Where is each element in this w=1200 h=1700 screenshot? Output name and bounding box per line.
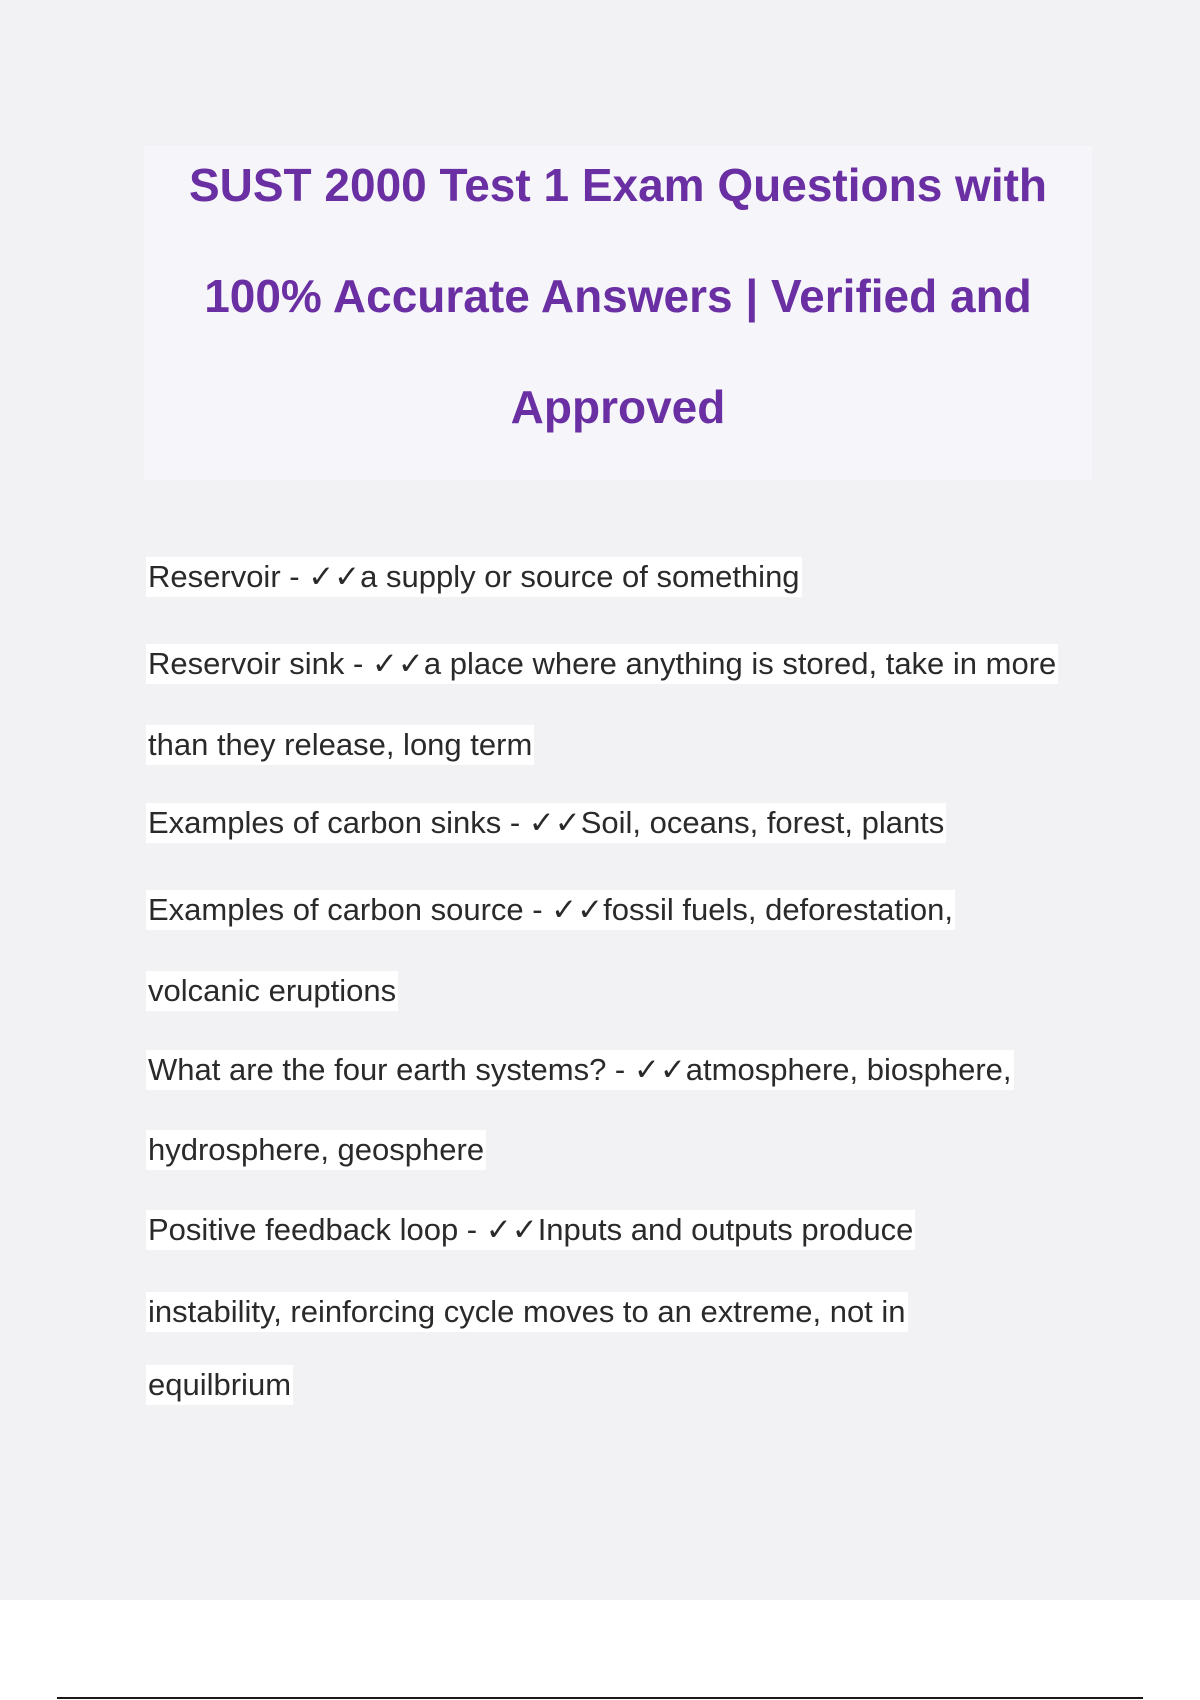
title-line-2: 100% Accurate Answers | Verified and <box>204 270 1032 322</box>
title-line-1: SUST 2000 Test 1 Exam Questions with <box>188 159 1048 211</box>
qa-line-reservoir-sink-cont: than they release, long term <box>146 725 534 765</box>
qa-line-carbon-source-cont: volcanic eruptions <box>146 971 398 1011</box>
qa-line-earth-systems-cont: hydrosphere, geosphere <box>146 1130 486 1170</box>
qa-line-earth-systems: What are the four earth systems? - ✓✓atmosphere, biosphere, <box>146 1050 1014 1090</box>
qa-line-positive-feedback: Positive feedback loop - ✓✓Inputs and outputs produce <box>146 1210 915 1250</box>
qa-line-reservoir-sink: Reservoir sink - ✓✓a place where anything is stored, take in more <box>146 644 1058 684</box>
qa-line-carbon-source: Examples of carbon source - ✓✓fossil fuels, deforestation, <box>146 890 955 930</box>
title-line-3: Approved <box>510 381 726 433</box>
qa-line-positive-feedback-cont: instability, reinforcing cycle moves to an extreme, not in <box>146 1292 908 1332</box>
footer-divider <box>57 1697 1143 1699</box>
qa-line-carbon-sinks: Examples of carbon sinks - ✓✓Soil, oceans, forest, plants <box>146 803 946 843</box>
qa-line-reservoir: Reservoir - ✓✓a supply or source of something <box>146 557 802 597</box>
qa-line-positive-feedback-end: equilbrium <box>146 1365 293 1405</box>
title-block <box>144 146 1092 480</box>
